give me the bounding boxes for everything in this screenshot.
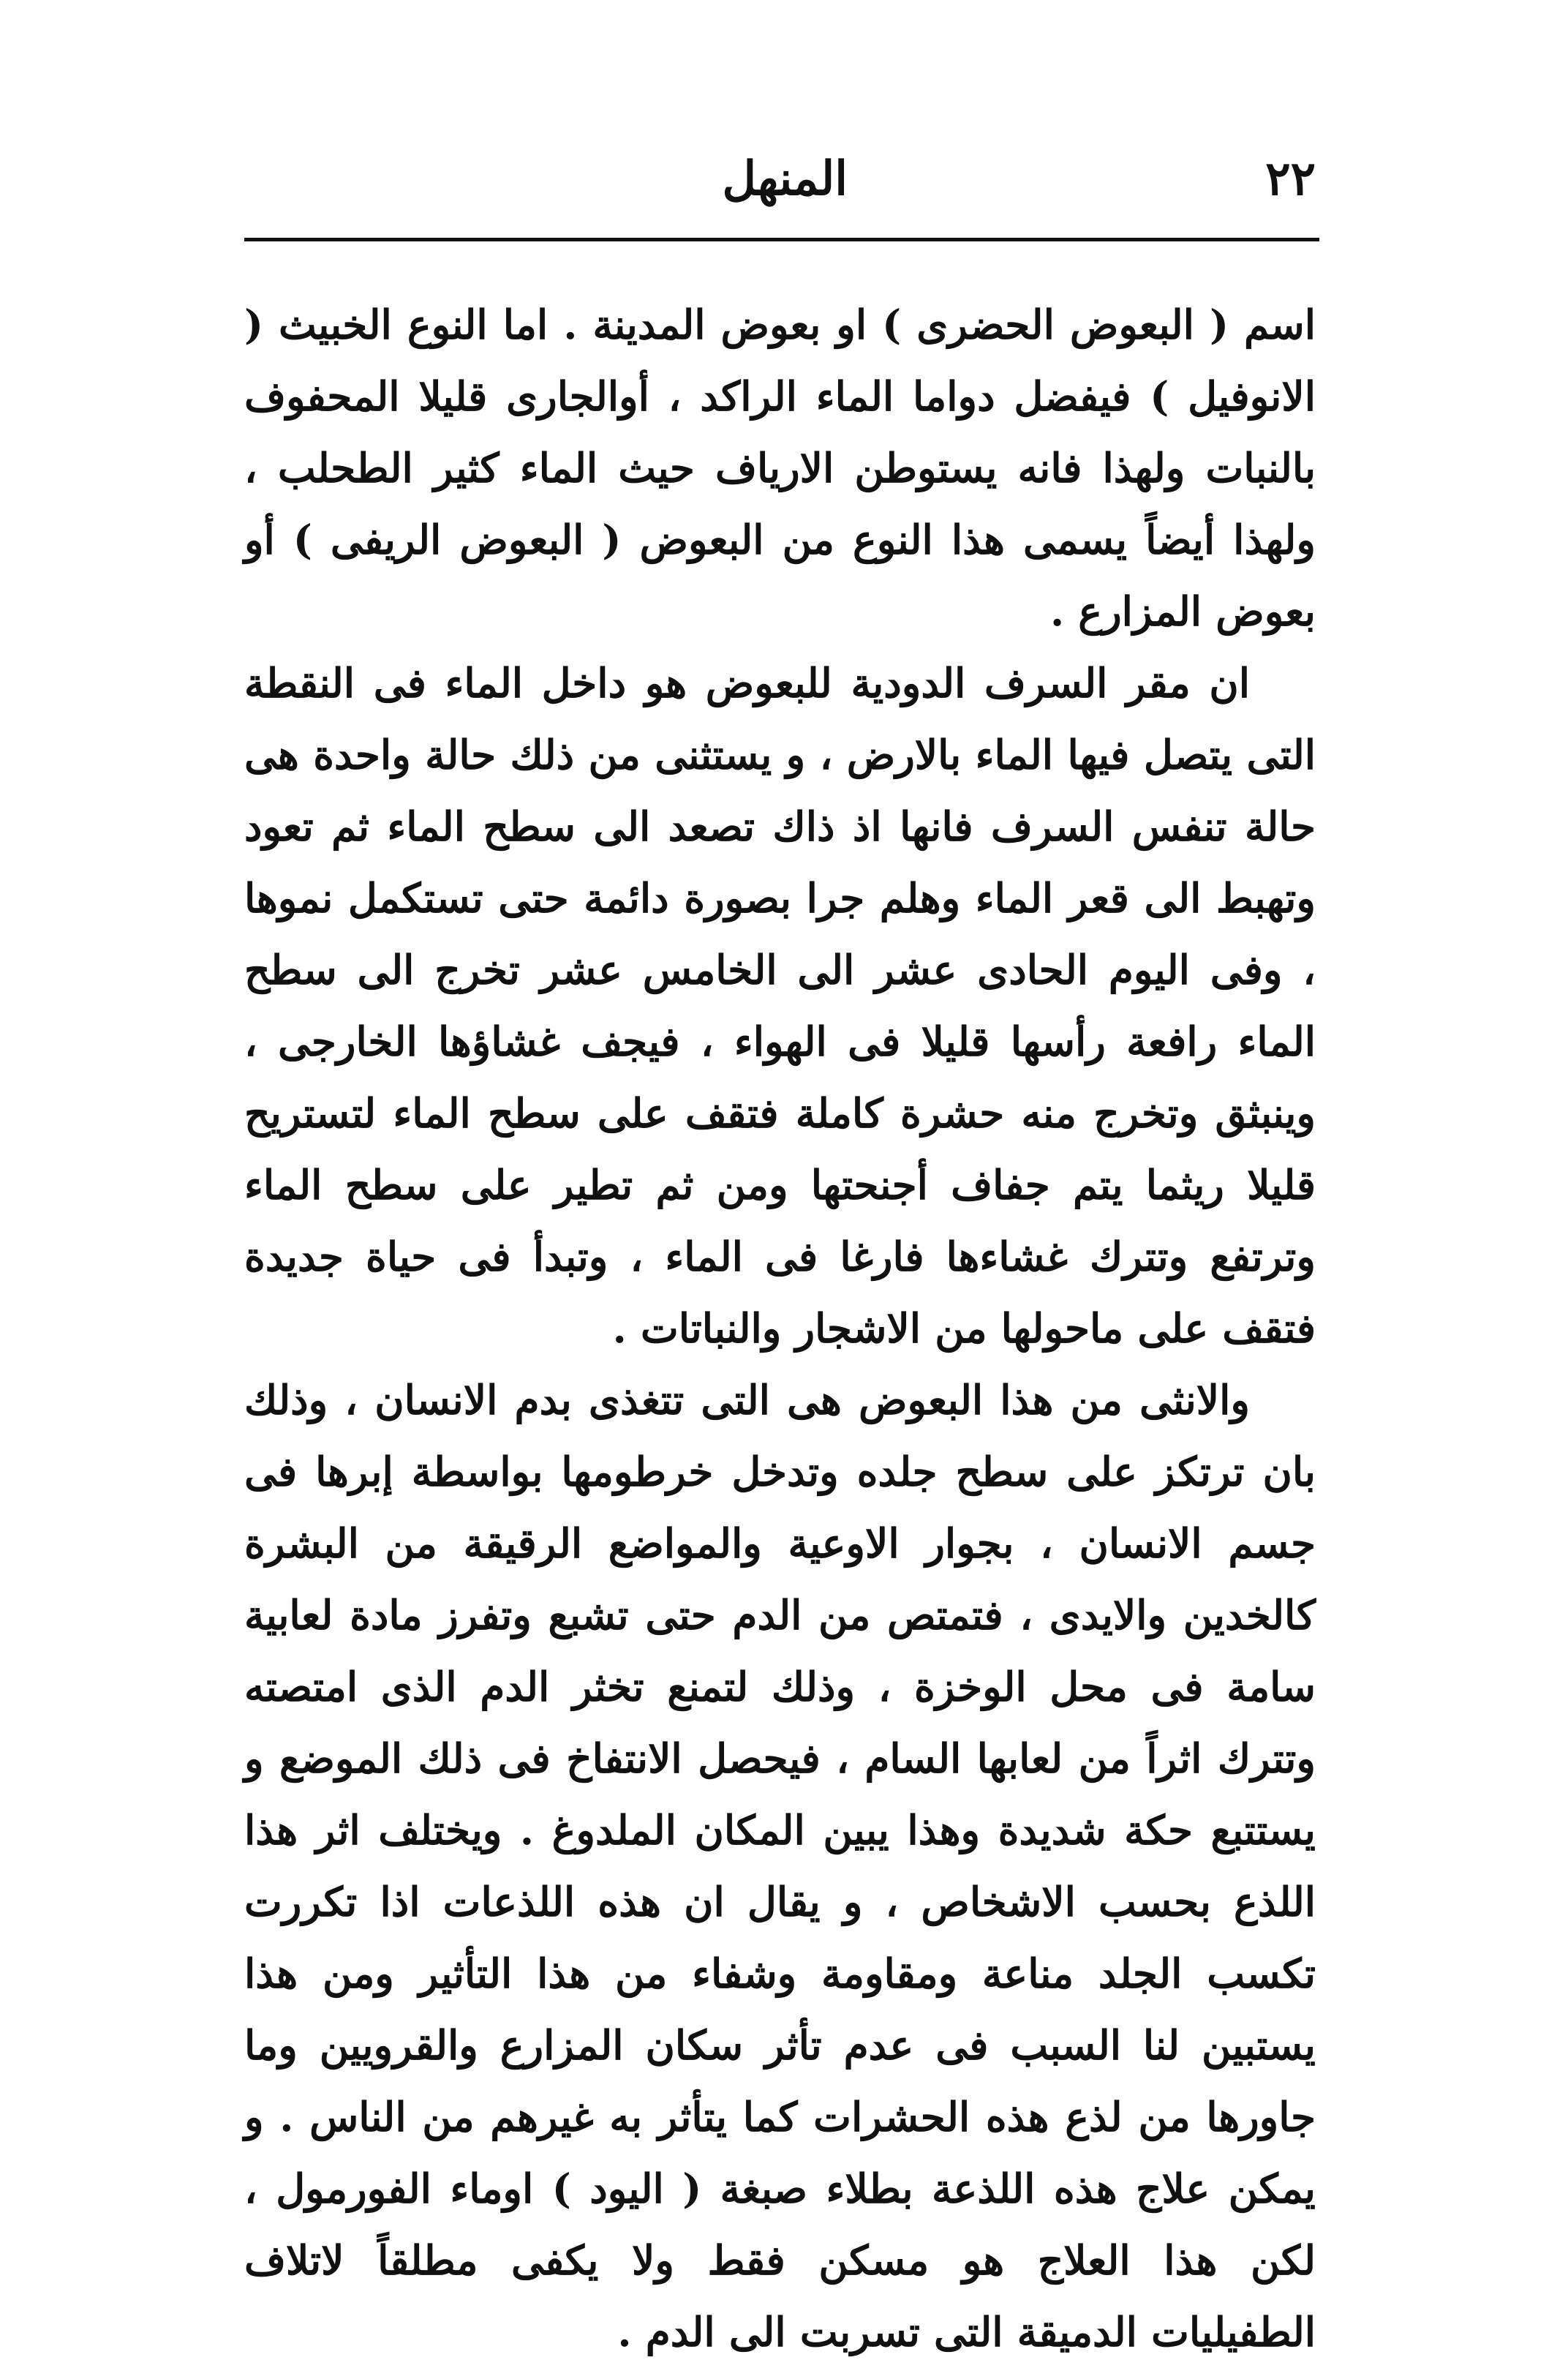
paragraph-3: والانثى من هذا البعوض هى التى تتغذى بدم الانسان ، وذلك بان ترتكز على سطح جلده وتدخل خرطومها بواسطة إبرها فى جسم الانسان ، بجوار الاوعية والمواضع الرقيقة من البشرة كالخدين والايدى ، فتمتص من الدم حتى تشبع وتفرز مادة لعابية سامة فى محل الوخزة ، وذلك لتمنع تخثر الدم الذى امتصته وتترك اثراً من لعابها السام ، فيحصل الانتفاخ فى ذلك الموضع و يستتبع حكة شديدة وهذا يبين المكان الملدوغ . ويختلف اثر هذا اللذع بحسب الاشخاص ، و يقال ان هذه اللذعات اذا تكررت تكسب الجلد مناعة ومقاومة وشفاء من هذا التأثير ومن هذا يستبين لنا السبب فى عدم تأثر سكان المزارع والقرويين وما جاورها من لذع هذه الحشرات كما يتأثر به غيرهم من الناس . و يمكن علاج هذه اللذعة بطلاء صبغة ( اليود ) اوماء الفورمول ، لكن هذا العلاج هو مسكن فقط ولا يكفى مطلقاً لاتلاف الطفيليات الدميقة التى تسربت الى الدم . [244,1376,1316,2356]
body-text [244,289,1316,2368]
header-rule [244,238,1319,241]
paragraph-2: ان مقر السرف الدودية للبعوض هو داخل الماء فى النقطة التى يتصل فيها الماء بالارض ، و يستثنى من ذلك حالة واحدة هى حالة تنفس السرف فانها اذ ذاك تصعد الى سطح الماء ثم تعود وتهبط الى قعر الماء وهلم جرا بصورة دائمة حتى تستكمل نموها ، وفى اليوم الحادى عشر الى الخامس عشر تخرج الى سطح الماء رافعة رأسها قليلا فى الهواء ، فيجف غشاؤها الخارجى ، وينبثق وتخرج منه حشرة كاملة فتقف على سطح الماء لتستريح قليلا ريثما يتم جفاف أجنحتها ومن ثم تطير على سطح الماء وترتفع وتترك غشاءها فارغا فى الماء ، وتبدأ فى حياة جديدة فتقف على ماحولها من الاشجار والنباتات . [244,659,1316,1352]
running-title: المنهل [722,151,848,206]
paragraph-1: اسم ( البعوض الحضرى ) او بعوض المدينة . اما النوع الخبيث ( الانوفيل ) فيفضل دواما الماء الراكد ، أوالجارى قليلا المحفوف بالنبات ولهذا فانه يستوطن الارياف حيث الماء كثير الطحلب ، ولهذا أيضاً يسمى هذا النوع من البعوض ( البعوض الريفى ) أو بعوض المزارع . [244,301,1316,635]
page-header [248,146,1316,212]
page-number: ٢٢ [1265,151,1316,206]
